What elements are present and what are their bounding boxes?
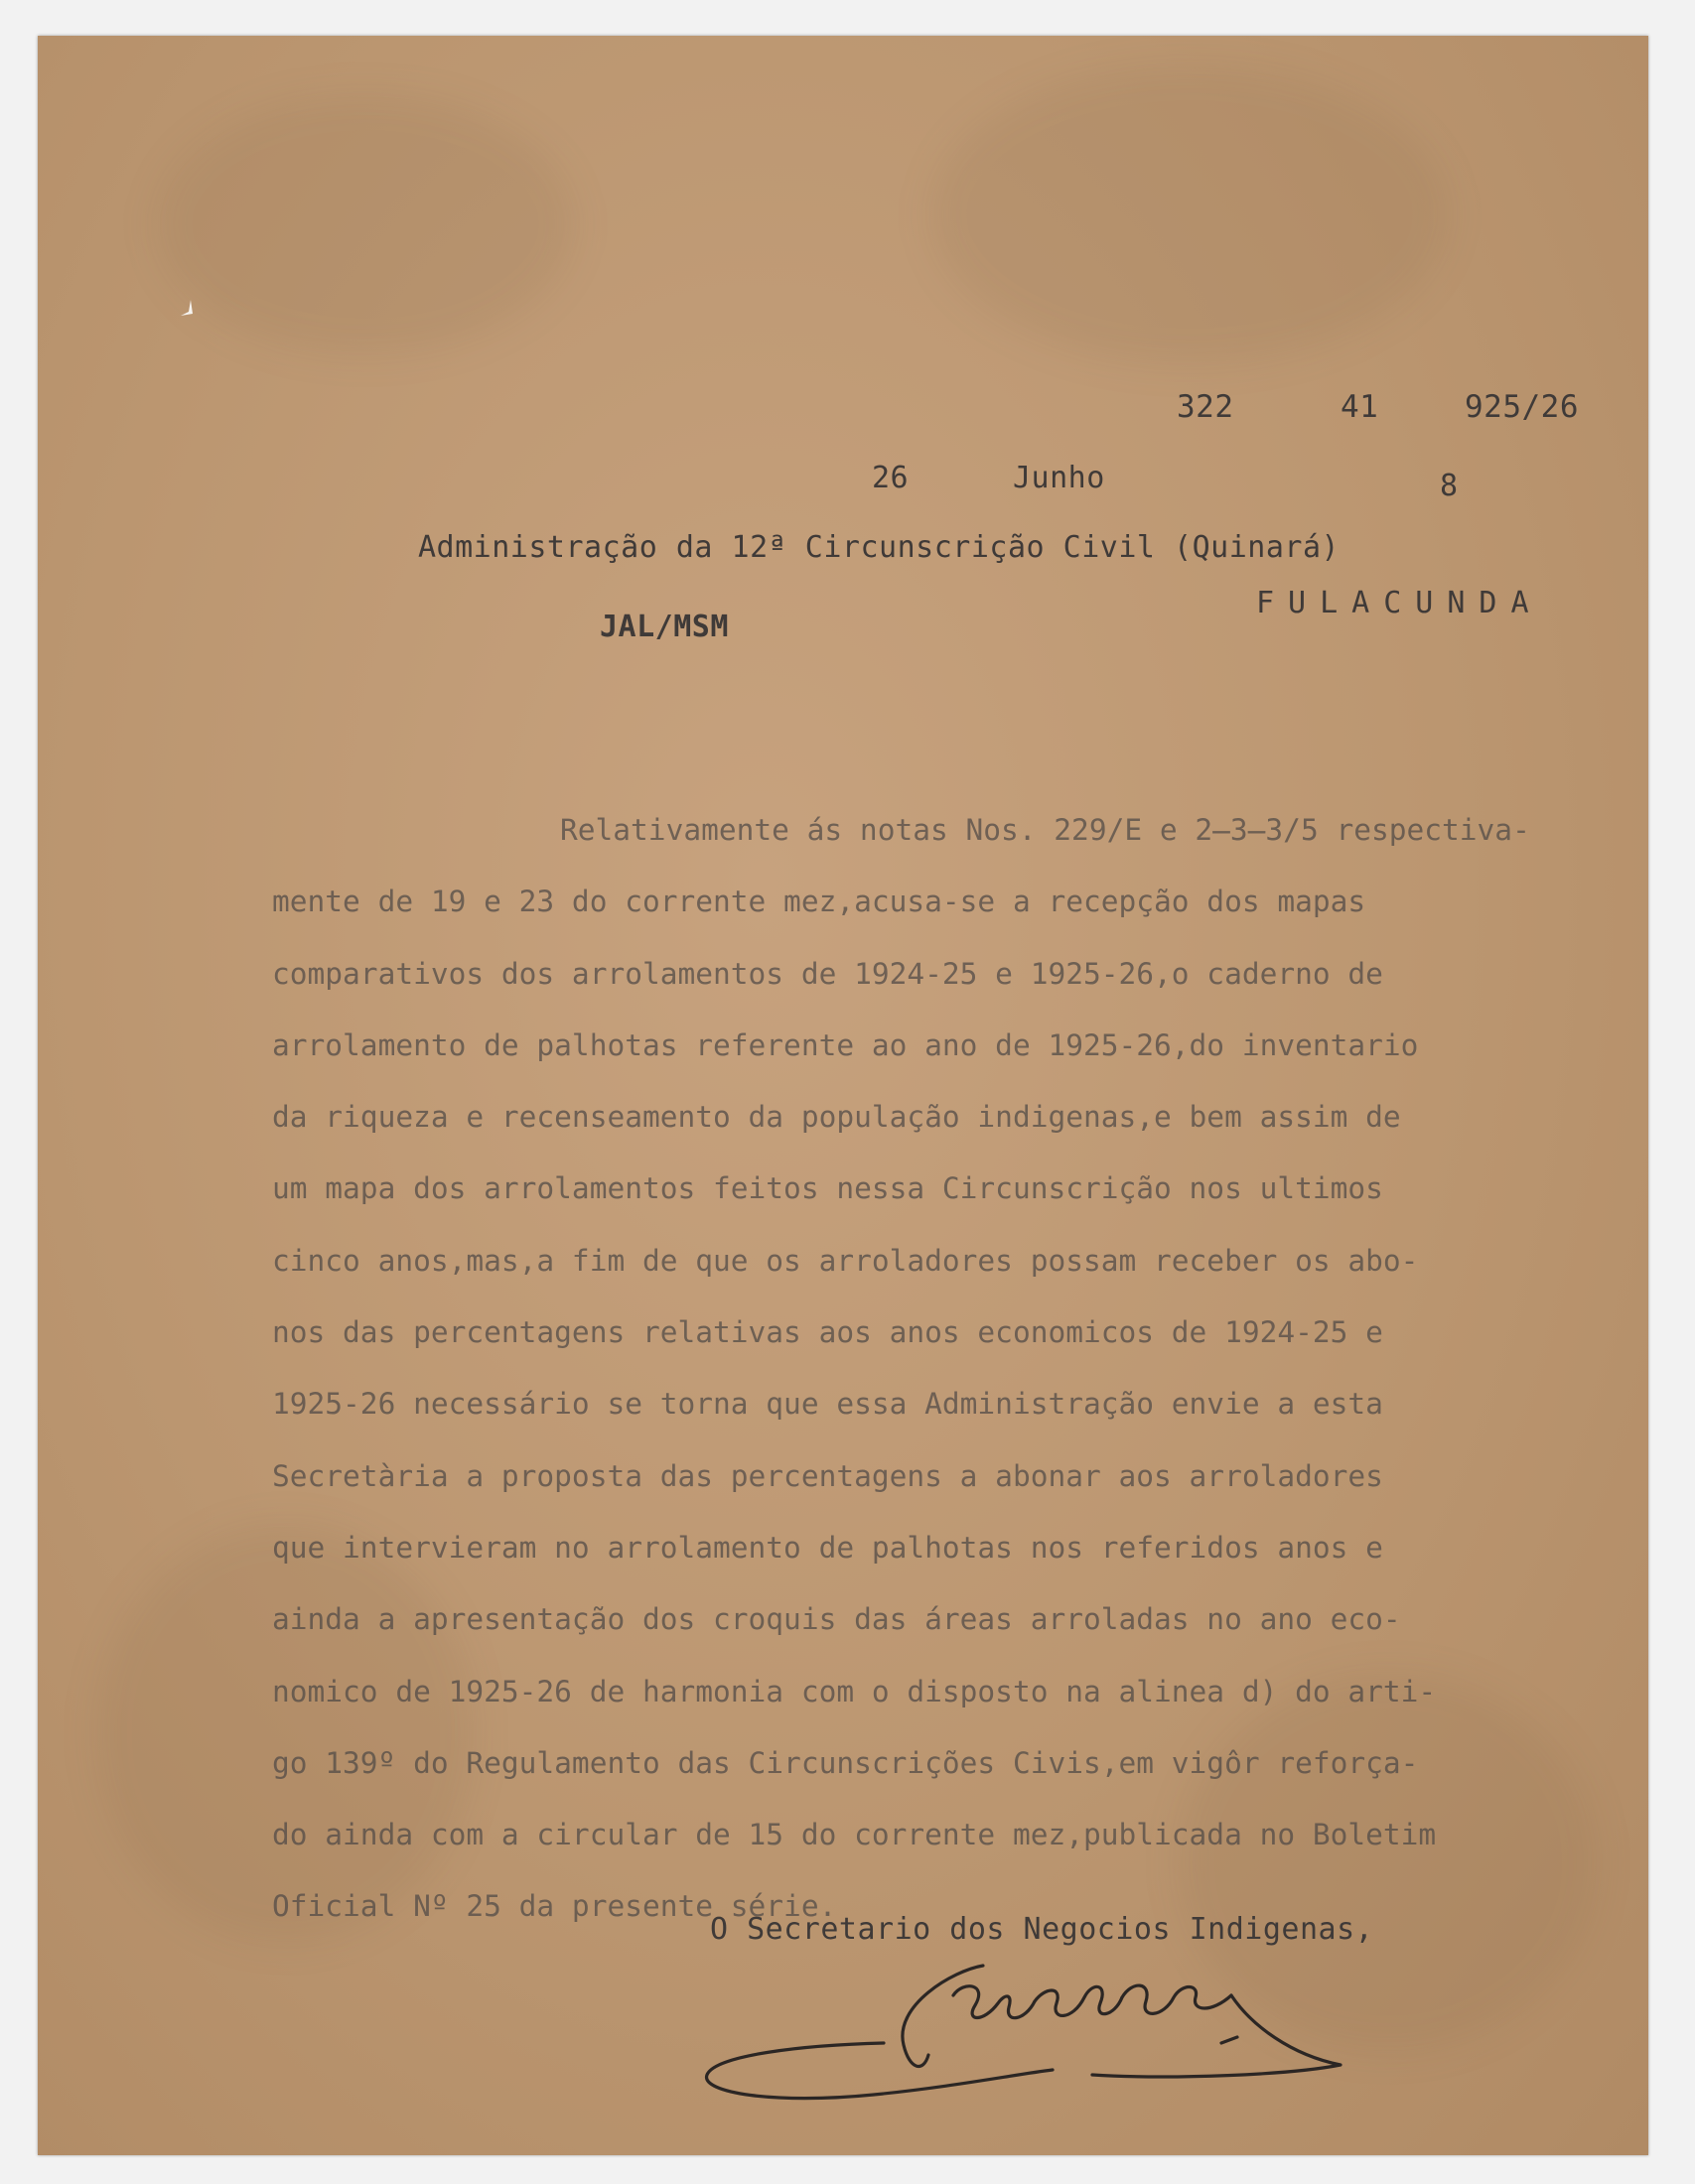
paper-stain: [157, 95, 574, 353]
date-month: Junho: [1013, 461, 1105, 495]
addressee-line: Administração da 12ª Circunscrição Civil (Quinará): [418, 530, 1341, 565]
reference-number: 322: [1177, 389, 1234, 425]
body-line: que intervieram no arrolamento de palhotas nos referidos anos e: [272, 1530, 1383, 1565]
handwritten-signature: [655, 1926, 1370, 2124]
paper-stain: [931, 66, 1448, 363]
closing-signoff: O Secretario dos Negocios Indigenas,: [710, 1912, 1374, 1947]
reference-series: 41: [1341, 389, 1379, 425]
typist-initials: JAL/MSM: [600, 610, 729, 644]
body-line: 1925-26 necessário se torna que essa Administração envie a esta: [272, 1387, 1383, 1422]
body-line: ainda a apresentação dos croquis das áreas arroladas no ano eco-: [272, 1602, 1401, 1637]
body-line: nos das percentagens relativas aos anos economicos de 1924-25 e: [272, 1315, 1383, 1350]
body-line: um mapa dos arrolamentos feitos nessa Circunscrição nos ultimos: [272, 1171, 1383, 1206]
body-line: arrolamento de palhotas referente ao ano de 1925-26,do inventario: [272, 1027, 1419, 1062]
body-line: Oficial Nº 25 da presente série.: [272, 1889, 837, 1924]
body-line: nomico de 1925-26 de harmonia com o disposto na alinea d) do arti-: [272, 1674, 1437, 1708]
body-line: mente de 19 e 23 do corrente mez,acusa-se a recepção dos mapas: [272, 885, 1366, 919]
entry-number: 8: [1440, 469, 1459, 503]
body-line: go 139º do Regulamento das Circunscrições Civis,em vigôr reforça-: [272, 1745, 1419, 1780]
ink-mark-icon: [177, 298, 201, 322]
letter-body: [272, 794, 1598, 1943]
place-name: FULACUNDA: [1256, 586, 1543, 620]
body-line: comparativos dos arrolamentos de 1924-25 e 1925-26,o caderno de: [272, 956, 1383, 991]
body-line: do ainda com a circular de 15 do corrente mez,publicada no Boletim: [272, 1818, 1437, 1852]
body-line: Relativamente ás notas Nos. 229/E e 2̶3̶3/5 respectiva-: [560, 813, 1530, 847]
body-line: Secretària a proposta das percentagens a abonar aos arroladores: [272, 1458, 1383, 1493]
body-line: da riqueza e recenseamento da população indigenas,e bem assim de: [272, 1100, 1401, 1135]
date-day: 26: [872, 461, 910, 495]
body-line: cinco anos,mas,a fim de que os arroladores possam receber os abo-: [272, 1243, 1419, 1278]
reference-year: 925/26: [1465, 389, 1579, 425]
